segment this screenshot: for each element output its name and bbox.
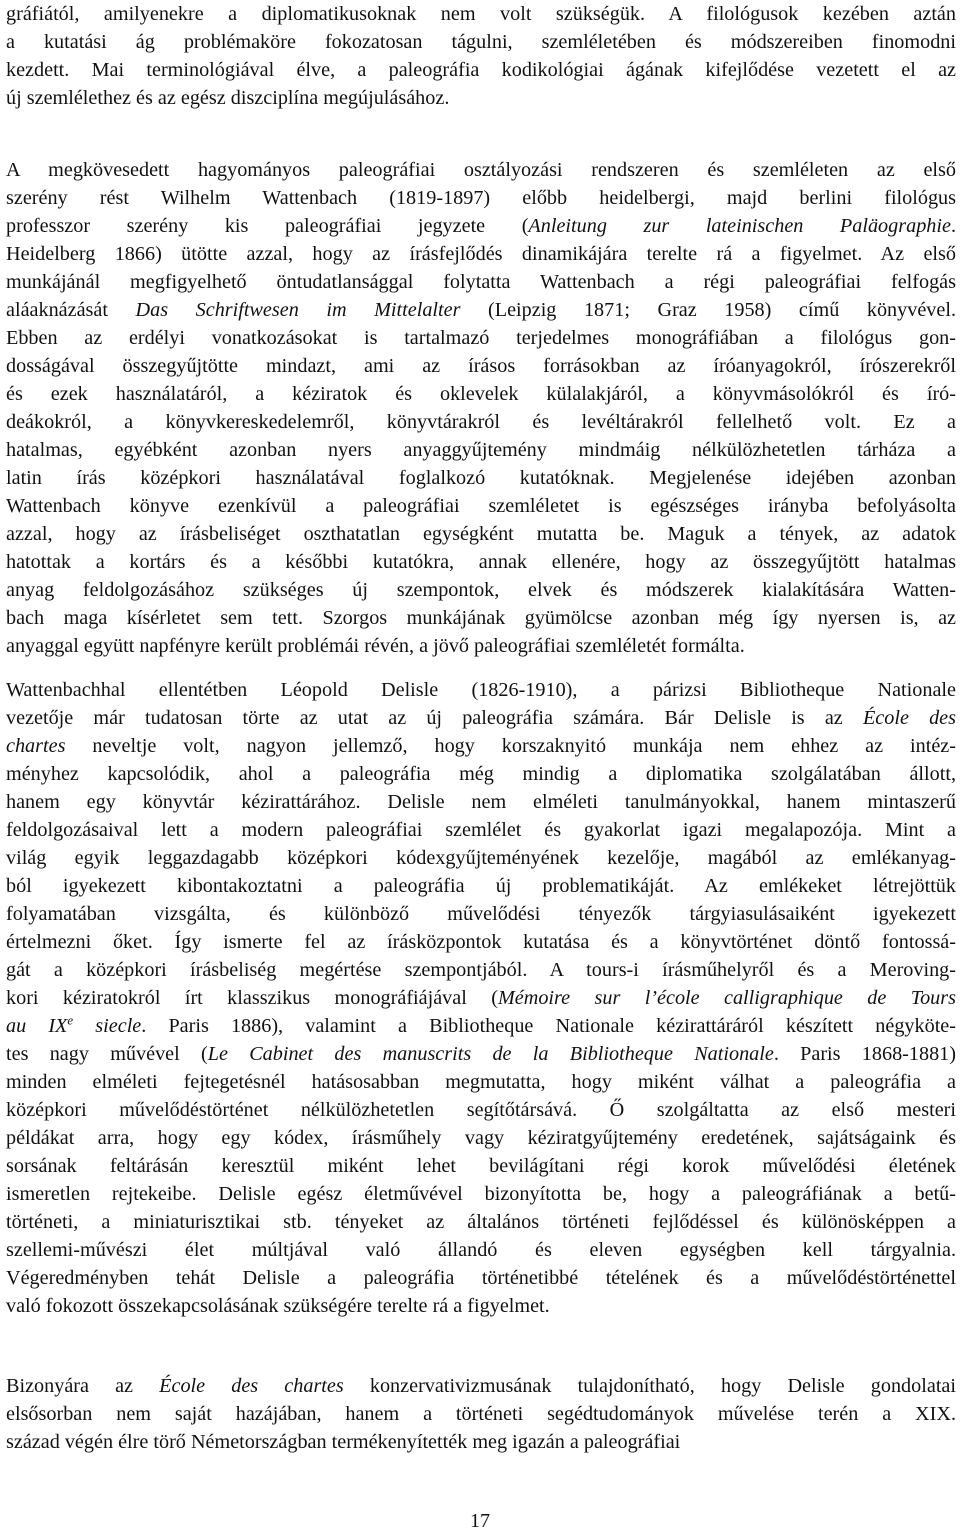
italic-title: siecle	[73, 1015, 142, 1037]
italic-title: Anleitung zur lateinischen Paläographie	[528, 215, 951, 237]
text-line: bach maga kísérletet sem tett. Szorgos munkájának gyümölcse azonban még így nyersen is, az	[6, 607, 956, 629]
text-line: feldolgozásaival lett a modern paleográfiai szemlélet és gyakorlat igazi megalapozója. Mint a	[6, 819, 956, 841]
italic-title: Das Schriftwesen im Mittelalter	[135, 299, 461, 321]
text-line: század végén élre törő Németországban termékenyítették meg igazán a paleográfiai	[6, 1431, 681, 1453]
text-line: ismeretlen rejtekeibe. Delisle egész életművével bizonyította be, hogy a paleográfiának a betű-	[6, 1183, 956, 1205]
text-line: hanem egy könyvtár kézirattárához. Delisle nem elméleti tanulmányokkal, hanem mintaszerű	[6, 791, 956, 813]
text-line: minden elméleti fejtegetésnél hatásosabban megmutatta, hogy miként válhat a paleográfia a	[6, 1071, 956, 1093]
paragraph	[6, 676, 956, 1320]
text-line: anyag feldolgozásához szükséges új szempontok, elvek és módszerek kialakítására Watten-	[6, 579, 956, 601]
text-line: középkori művelődéstörténet nélkülözhetetlen segítőtársává. Ő szolgáltatta az első mesteri	[6, 1099, 956, 1121]
text-line: Bizonyára az École des chartes konzervativizmusának tulajdonítható, hogy Delisle gondolatai	[6, 1375, 956, 1397]
text-line: Wattenbach könyve ezenkívül a paleográfiai szemléletet is egészséges irányba befolyásolta	[6, 495, 956, 517]
italic-title: École des	[862, 707, 956, 729]
italic-title: École des chartes	[159, 1375, 344, 1397]
text-line: chartes neveltje volt, nagyon jellemző, hogy korszaknyitó munkája nem ehhez az intéz-	[6, 735, 956, 757]
text-line: dosságával összegyűjtötte mindazt, ami az írásos forrásokban az íróanyagokról, írószerekről	[6, 355, 956, 377]
paragraph	[6, 0, 956, 112]
text-line: sorsának feltárásán keresztül miként lehet bevilágítani régi korok művelődési életének	[6, 1155, 956, 1177]
text-line: folyamatában vizsgálta, és különböző művelődési tényezők tárgyiasulásaiként igyekezett	[6, 903, 956, 925]
text-line: hatalmas, egyébként azonban nyers anyaggyűjtemény mindmáig nélkülözhetetlen tárháza a	[6, 439, 956, 461]
italic-title: au IX	[6, 1015, 68, 1037]
text-line: történeti, a miniaturisztikai stb. tényeket az általános történeti fejlődéssel és különösképpen a	[6, 1211, 956, 1233]
italic-title: Mémoire sur l’école calligraphique de Tours	[497, 987, 956, 1009]
text-line: világ egyik leggazdagabb középkori kódexgyűjteményének kezelője, magából az emlékanyag-	[6, 847, 956, 869]
text-line: anyaggal együtt napfényre került problémái révén, a jövő paleográfiai szemléletét formálta.	[6, 635, 745, 657]
text-line: példákat arra, hogy egy kódex, írásműhely vagy kéziratgyűjtemény eredetének, sajátságaink és	[6, 1127, 956, 1149]
paragraph	[6, 1372, 956, 1456]
text-line: szerény rést Wilhelm Wattenbach (1819-1897) előbb heidelbergi, majd berlini filológus	[6, 187, 956, 209]
text-line: ményhez kapcsolódik, ahol a paleográfia még mindig a diplomatika szolgálatában állott,	[6, 763, 956, 785]
text-line: kezdett. Mai terminológiával élve, a paleográfia kodikológiai ágának kifejlődése vezetett el az	[6, 59, 956, 81]
text-line: gráfiától, amilyenekre a diplomatikusoknak nem volt szükségük. A filológusok kezében aztán	[6, 3, 956, 25]
page-number: 17	[470, 1510, 490, 1532]
text-line: Ebben az erdélyi vonatkozásokat is tartalmazó terjedelmes monográfiában a filológus gon-	[6, 327, 956, 349]
text-line: A megkövesedett hagyományos paleográfiai osztályozási rendszeren és szemléleten az első	[6, 159, 956, 181]
text-line: latin írás középkori használatával foglalkozó kutatóknak. Megjelenése idejében azonban	[6, 467, 956, 489]
text-line: gát a középkori írásbeliség megértése szempontjából. A tours-i írásműhelyről és a Meroving-	[6, 959, 956, 981]
text-line: Wattenbachhal ellentétben Léopold Delisle (1826-1910), a párizsi Bibliotheque Nationale	[6, 679, 956, 701]
text-line: értelmezni őket. Így ismerte fel az írásközpontok kutatása és a könyvtörténet döntő fontossá-	[6, 931, 956, 953]
text-line: azzal, hogy az írásbeliséget oszthatatlan egységként mutatta be. Maguk a tények, az adatok	[6, 523, 956, 545]
text-line: Végeredményben tehát Delisle a paleográfia történetibbé tételének és a művelődéstörténettel	[6, 1267, 956, 1289]
paragraph	[6, 156, 956, 660]
italic-title: Le Cabinet des manuscrits de la Bibliotheque Nationale	[207, 1043, 774, 1065]
text-line: tes nagy művével (Le Cabinet des manuscrits de la Bibliotheque Nationale. Paris 1868-1881)	[6, 1043, 956, 1065]
superscript: e	[67, 1012, 74, 1028]
text-line: való fokozott összekapcsolásának szükségére terelte rá a figyelmet.	[6, 1295, 550, 1317]
text-line: elsősorban nem saját hazájában, hanem a történeti segédtudományok művelése terén a XIX.	[6, 1403, 956, 1425]
text-line: deákokról, a könyvkereskedelemről, könyvtárakról és levéltárakról fellelhető volt. Ez a	[6, 411, 956, 433]
text-line: Heidelberg 1866) ütötte azzal, hogy az írásfejlődés dinamikájára terelte rá a figyelmet. Az első	[6, 243, 956, 265]
text-line: ból igyekezett kibontakoztatni a paleográfia új problematikáját. Az emlékeket létrejöttük	[6, 875, 956, 897]
text-line: a kutatási ág problémaköre fokozatosan tágulni, szemléletében és módszereiben finomodni	[6, 31, 956, 53]
text-line: hatottak a kortárs és a későbbi kutatókra, annak ellenére, hogy az összegyűjtött hatalmas	[6, 551, 956, 573]
text-line: au IXe siecle. Paris 1886), valamint a Bibliotheque Nationale kézirattáráról készített négyköte-	[6, 1012, 956, 1037]
text-line: és ezek használatáról, a kéziratok és oklevelek külalakjáról, a könyvmásolókról és író-	[6, 383, 956, 405]
text-line: vezetője már tudatosan törte az utat az új paleográfia számára. Bár Delisle is az École des	[6, 707, 956, 729]
text-line: munkájánál megfigyelhető öntudatlansággal folytatta Wattenbach a régi paleográfiai felfogás	[6, 271, 956, 293]
text-line: aláaknázását Das Schriftwesen im Mittelalter (Leipzig 1871; Graz 1958) című könyvével.	[6, 299, 956, 321]
text-line: új szemlélethez és az egész diszciplína megújulásához.	[6, 87, 450, 109]
text-line: szellemi-művészi élet múltjával való állandó és eleven egységben kell tárgyalnia.	[6, 1239, 956, 1261]
text-line: kori kéziratokról írt klasszikus monográfiájával (Mémoire sur l’école calligraphique de Tours	[6, 987, 956, 1009]
text-line: professzor szerény kis paleográfiai jegyzete (Anleitung zur lateinischen Paläographie.	[6, 215, 956, 237]
italic-title: chartes	[6, 735, 66, 757]
